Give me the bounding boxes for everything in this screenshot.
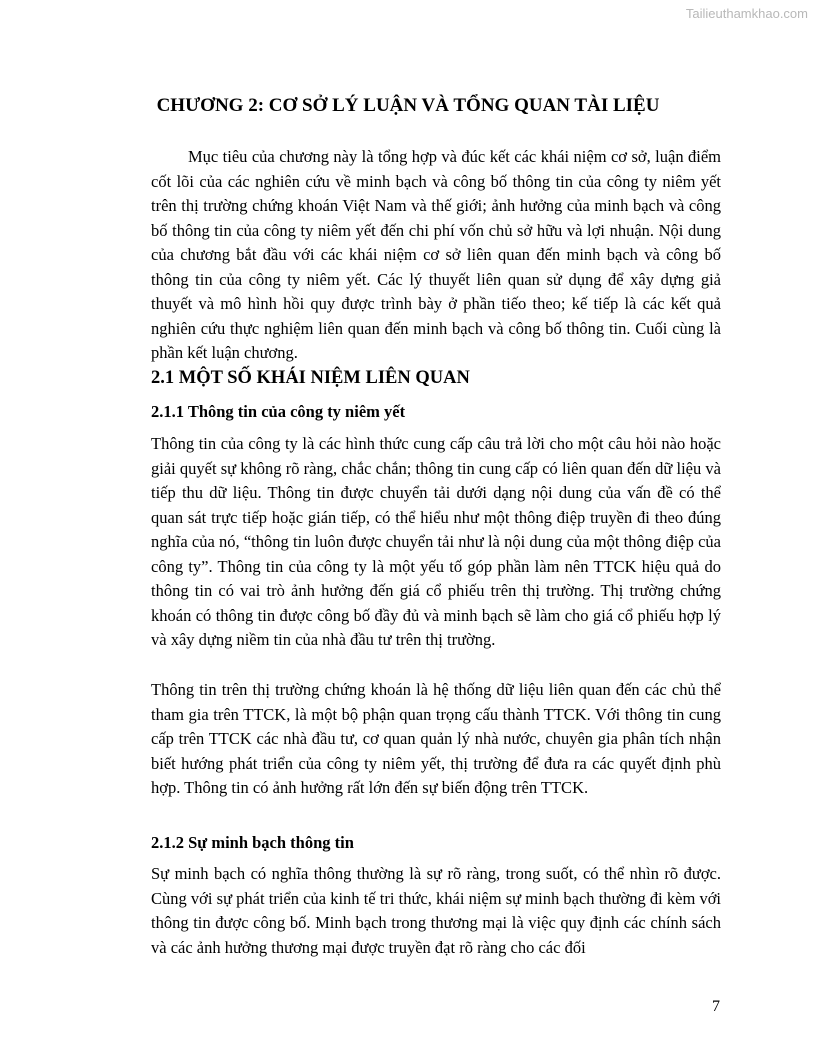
watermark: Tailieuthamkhao.com xyxy=(685,6,808,21)
section-heading-2-1-1: 2.1.1 Thông tin của công ty niêm yết xyxy=(151,402,406,421)
paragraph-market-information: Thông tin trên thị trường chứng khoán là hệ thống dữ liệu liên quan đến các chủ thể tham gia trên TTCK, là một bộ phận quan trọng cấu thành TTCK. Với thông tin cung cấp trên TTCK các nhà đầu tư, cơ quan quản lý nhà nước, chuyên gia phân tích nhận biết hướng phát triển của công ty niêm yết, thị trường để đưa ra các quyết định phù hợp. Thông tin có ảnh hưởng rất lớn đến sự biến động trên TTCK. xyxy=(151,680,721,797)
section-heading-2-1-2: 2.1.2 Sự minh bạch thông tin xyxy=(151,833,354,852)
paragraph-company-information: Thông tin của công ty là các hình thức cung cấp câu trả lời cho một câu hỏi nào hoặc giải quyết sự không rõ ràng, chắc chắn; thông tin cung cấp có liên quan đến dữ liệu và tiếp thu dữ liệu. Thông tin được chuyển tải dưới dạng nội dung của vấn đề có thể quan sát trực tiếp hoặc gián tiếp, có thể hiểu như một thông điệp truyền đi theo đúng nghĩa của nó, “thông tin luôn được chuyển tải như là nội dung của một thông điệp của công ty”. Thông tin của công ty là một yếu tố góp phần làm nên TTCK hiệu quả do thông tin có vai trò ảnh hưởng đến giá cổ phiếu trên thị trường. Thị trường chứng khoán có thông tin được công bố đầy đủ và minh bạch sẽ làm cho giá cổ phiếu hợp lý và xây dựng niềm tin của nhà đầu tư trên thị trường. xyxy=(151,434,721,649)
page-number: 7 xyxy=(712,998,720,1015)
paragraph-transparency: Sự minh bạch có nghĩa thông thường là sự rõ ràng, trong suốt, có thể nhìn rõ được. Cùng với sự phát triển của kinh tế tri thức, khái niệm sự minh bạch thường đi kèm với thông tin được công bố. Minh bạch trong thương mại là việc quy định các chính sách và các ảnh hưởng thương mại được truyền đạt rõ ràng cho các đối xyxy=(151,864,721,957)
chapter-intro-paragraph: Mục tiêu của chương này là tổng hợp và đúc kết các khái niệm cơ sở, luận điểm cốt lõi của các nghiên cứu về minh bạch và công bố thông tin của công ty niêm yết trên thị trường chứng khoán Việt Nam và thế giới; ảnh hưởng của minh bạch và công bố thông tin của công ty niêm yết đến chi phí vốn chủ sở hữu và lợi nhuận. Nội dung của chương bắt đầu với các khái niệm cơ sở liên quan đến minh bạch và công bố thông tin của công ty niêm yết. Các lý thuyết liên quan sử dụng để xây dựng giả thuyết và mô hình hồi quy được trình bày ở phần tiếo theo; kế tiếp là các kết quả nghiên cứu thực nghiệm liên quan đến minh bạch và công bố thông tin. Cuối cùng là phần kết luận chương. xyxy=(151,147,721,362)
section-heading-2-1: 2.1 MỘT SỐ KHÁI NIỆM LIÊN QUAN xyxy=(151,368,470,388)
chapter-title: CHƯƠNG 2: CƠ SỞ LÝ LUẬN VÀ TỔNG QUAN TÀI LIỆU xyxy=(156,95,660,116)
